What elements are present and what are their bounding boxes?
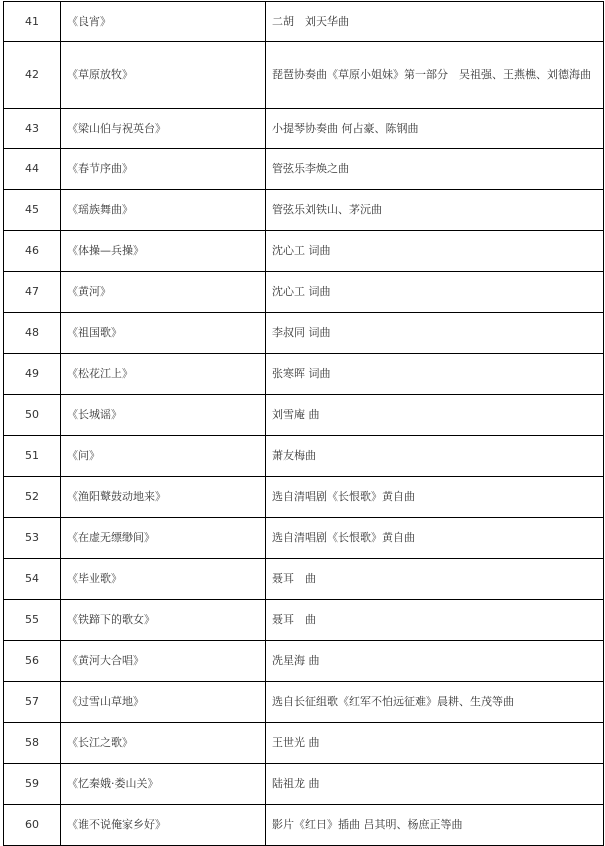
table-row xyxy=(4,272,604,313)
row-number: 55 xyxy=(4,600,61,641)
row-number: 41 xyxy=(4,2,61,42)
row-number: 44 xyxy=(4,149,61,190)
row-number: 58 xyxy=(4,723,61,764)
row-number: 54 xyxy=(4,559,61,600)
piece-title: 《瑶族舞曲》 xyxy=(61,190,266,231)
piece-title: 《黄河》 xyxy=(61,272,266,313)
row-number: 56 xyxy=(4,641,61,682)
table-row xyxy=(4,313,604,354)
piece-info: 选自长征组歌《红军不怕远征难》晨耕、生茂等曲 xyxy=(266,682,604,723)
piece-info: 聂耳 曲 xyxy=(266,559,604,600)
row-number: 46 xyxy=(4,231,61,272)
table-row xyxy=(4,42,604,109)
piece-info: 聂耳 曲 xyxy=(266,600,604,641)
piece-title: 《过雪山草地》 xyxy=(61,682,266,723)
table-row xyxy=(4,190,604,231)
piece-info: 影片《红日》插曲 吕其明、杨庶正等曲 xyxy=(266,805,604,846)
table-row xyxy=(4,395,604,436)
piece-title: 《忆秦娥·娄山关》 xyxy=(61,764,266,805)
table-row xyxy=(4,109,604,149)
row-number: 59 xyxy=(4,764,61,805)
piece-title: 《铁蹄下的歌女》 xyxy=(61,600,266,641)
row-number: 52 xyxy=(4,477,61,518)
piece-title: 《问》 xyxy=(61,436,266,477)
table-row xyxy=(4,682,604,723)
table-row xyxy=(4,354,604,395)
row-number: 43 xyxy=(4,109,61,149)
piece-title: 《在虚无缥缈间》 xyxy=(61,518,266,559)
piece-title: 《谁不说俺家乡好》 xyxy=(61,805,266,846)
piece-info: 选自清唱剧《长恨歌》黄自曲 xyxy=(266,477,604,518)
piece-title: 《毕业歌》 xyxy=(61,559,266,600)
table-row xyxy=(4,600,604,641)
piece-title: 《长江之歌》 xyxy=(61,723,266,764)
piece-title: 《松花江上》 xyxy=(61,354,266,395)
piece-title: 《梁山伯与祝英台》 xyxy=(61,109,266,149)
music-list-table xyxy=(3,1,604,846)
piece-title: 《长城谣》 xyxy=(61,395,266,436)
row-number: 51 xyxy=(4,436,61,477)
piece-info: 管弦乐李焕之曲 xyxy=(266,149,604,190)
table-row xyxy=(4,231,604,272)
piece-title: 《草原放牧》 xyxy=(61,42,266,109)
piece-title: 《良宵》 xyxy=(61,2,266,42)
piece-info: 王世光 曲 xyxy=(266,723,604,764)
table-row xyxy=(4,641,604,682)
piece-info: 冼星海 曲 xyxy=(266,641,604,682)
piece-info: 二胡 刘天华曲 xyxy=(266,2,604,42)
piece-info: 小提琴协奏曲 何占豪、陈钢曲 xyxy=(266,109,604,149)
table-row xyxy=(4,518,604,559)
row-number: 53 xyxy=(4,518,61,559)
table-row xyxy=(4,723,604,764)
table-row xyxy=(4,477,604,518)
row-number: 50 xyxy=(4,395,61,436)
row-number: 60 xyxy=(4,805,61,846)
piece-info: 选自清唱剧《长恨歌》黄自曲 xyxy=(266,518,604,559)
row-number: 42 xyxy=(4,42,61,109)
piece-title: 《渔阳鼙鼓动地来》 xyxy=(61,477,266,518)
piece-info: 刘雪庵 曲 xyxy=(266,395,604,436)
piece-info: 张寒晖 词曲 xyxy=(266,354,604,395)
piece-title: 《春节序曲》 xyxy=(61,149,266,190)
row-number: 57 xyxy=(4,682,61,723)
piece-info: 管弦乐刘铁山、茅沅曲 xyxy=(266,190,604,231)
piece-info: 沈心工 词曲 xyxy=(266,272,604,313)
piece-title: 《黄河大合唱》 xyxy=(61,641,266,682)
piece-info: 萧友梅曲 xyxy=(266,436,604,477)
piece-info: 李叔同 词曲 xyxy=(266,313,604,354)
table-row xyxy=(4,149,604,190)
row-number: 47 xyxy=(4,272,61,313)
piece-info: 沈心工 词曲 xyxy=(266,231,604,272)
table-row xyxy=(4,2,604,42)
piece-info: 琵琶协奏曲《草原小姐妹》第一部分 吴祖强、王燕樵、刘德海曲 xyxy=(266,42,604,109)
piece-info: 陆祖龙 曲 xyxy=(266,764,604,805)
table-row xyxy=(4,764,604,805)
piece-title: 《祖国歌》 xyxy=(61,313,266,354)
row-number: 45 xyxy=(4,190,61,231)
table-row xyxy=(4,436,604,477)
row-number: 48 xyxy=(4,313,61,354)
table-row xyxy=(4,559,604,600)
table-body xyxy=(4,2,604,846)
piece-title: 《体操—兵操》 xyxy=(61,231,266,272)
row-number: 49 xyxy=(4,354,61,395)
table-row xyxy=(4,805,604,846)
